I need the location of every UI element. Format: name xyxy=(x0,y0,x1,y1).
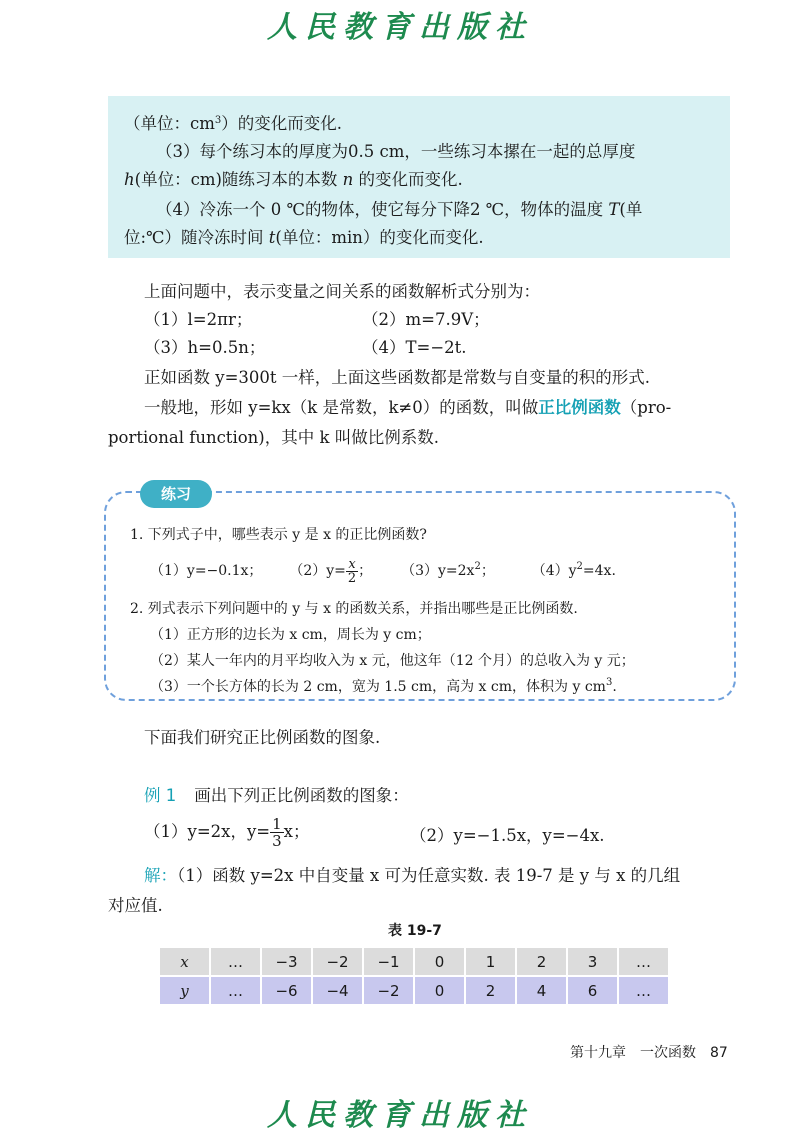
solution-label: 解： xyxy=(144,866,177,885)
publisher-logo-bottom: 人民教育出版社 xyxy=(267,1098,533,1133)
table-cell: 2 xyxy=(517,948,566,975)
formula-3: （3）h=0.5n； xyxy=(144,338,266,357)
example-label: 例 1 xyxy=(144,786,177,805)
table-header-x: x xyxy=(160,948,209,975)
practice-q1-options xyxy=(150,556,616,586)
intro-text: 上面问题中，表示变量之间关系的函数解析式分别为： xyxy=(144,282,540,301)
q1-option-3: $(3)y=2x^2$； xyxy=(401,561,495,579)
table-cell: 3 xyxy=(568,948,617,975)
table-cell: −3 xyxy=(262,948,311,975)
practice-q2-2: （2）某人一年内的月平均收入为 x 元，他这年（12 个月）的总收入为 y 元； xyxy=(150,653,635,669)
topbox-line-1: （单位：$cm^3$）的变化而变化. xyxy=(124,114,343,133)
topbox-line-2: （3）每个练习本的厚度为0.5 cm，一些练习本摞在一起的总厚度 xyxy=(156,142,636,161)
table-row-y xyxy=(160,977,668,1004)
table-cell: 4 xyxy=(517,977,566,1004)
q1-option-2: （2）y= $\frac{x}{2}$ ； xyxy=(289,556,373,586)
chapter-title: 第十九章 一次函数 xyxy=(570,1045,696,1061)
page-footer xyxy=(570,1042,728,1062)
table-cell: … xyxy=(619,977,668,1004)
table-cell: 2 xyxy=(466,977,515,1004)
example-part-2: （2）y=−1.5x，y=−4x. xyxy=(410,826,605,845)
study-graph-text: 下面我们研究正比例函数的图象. xyxy=(144,728,381,747)
table-cell: −4 xyxy=(313,977,362,1004)
practice-q2-1: （1）正方形的边长为 x cm，周长为 y cm； xyxy=(150,627,431,643)
solution-line-1: 解：（1）函数 y=2x 中自变量 x 可为任意实数. 表 19-7 是 y 与 x 的几组 xyxy=(144,866,681,885)
table-cell: −6 xyxy=(262,977,311,1004)
formula-1: （1）l=2πr； xyxy=(144,310,253,329)
formula-2: （2）m=7.9V； xyxy=(362,310,490,329)
paragraph-definition: 一般地，形如 y=kx（k 是常数，k≠0）的函数，叫做正比例函数（pro- xyxy=(144,398,672,417)
fraction-x-over-2: $\frac{x}{2}$ xyxy=(347,556,357,586)
example-1: 例 1 画出下列正比例函数的图象： xyxy=(144,786,409,805)
practice-q1: 1. 下列式子中，哪些表示 y 是 x 的正比例函数? xyxy=(130,527,427,543)
publisher-logo-top: 人民教育出版社 xyxy=(267,10,533,45)
page-number: 87 xyxy=(710,1045,728,1061)
q1-option-1: （1）y=−0.1x； xyxy=(150,563,263,579)
topbox-line-3: h(单位：cm)随练习本的本数 n 的变化而变化. xyxy=(124,170,463,189)
q1-option-4: $(4)y^2=4x$. xyxy=(531,561,616,579)
fraction-1-over-3: $\frac{1}{3}$ xyxy=(272,815,282,850)
table-caption: 表 19-7 xyxy=(388,923,442,939)
practice-q2-3: （3）一个长方体的长为 2 cm，宽为 1.5 cm，高为 x cm，体积为 y $cm^3$. xyxy=(150,677,617,695)
table-row-x xyxy=(160,948,668,975)
formula-4: （4）T=−2t. xyxy=(362,338,467,357)
table-cell: … xyxy=(211,948,260,975)
table-cell: … xyxy=(619,948,668,975)
practice-tab: 练习 xyxy=(140,480,212,508)
value-table xyxy=(158,946,670,1006)
table-cell: 1 xyxy=(466,948,515,975)
paragraph-constant-product: 正如函数 y=300t 一样，上面这些函数都是常数与自变量的积的形式. xyxy=(144,368,651,387)
table-cell: 0 xyxy=(415,948,464,975)
example-part-1: （1）y=2x，y= $\frac{1}{3}$ x； xyxy=(144,815,310,850)
continued-question-box xyxy=(108,96,730,258)
table-cell: 0 xyxy=(415,977,464,1004)
topbox-line-4: （4）冷冻一个 0 ℃的物体，使它每分下降2 ℃，物体的温度 T(单 xyxy=(156,200,643,219)
paragraph-definition-cont: portional function)，其中 k 叫做比例系数. xyxy=(108,428,439,447)
topbox-line-5: 位:℃）随冷冻时间 t(单位：min）的变化而变化. xyxy=(124,228,484,247)
table-cell: −2 xyxy=(313,948,362,975)
table-cell: −1 xyxy=(364,948,413,975)
term-proportional-function: 正比例函数 xyxy=(538,398,621,417)
table-cell: −2 xyxy=(364,977,413,1004)
table-header-y: y xyxy=(160,977,209,1004)
table-cell: 6 xyxy=(568,977,617,1004)
practice-q2: 2. 列式表示下列问题中的 y 与 x 的函数关系，并指出哪些是正比例函数. xyxy=(130,601,578,617)
solution-line-2: 对应值. xyxy=(108,896,163,915)
table-cell: … xyxy=(211,977,260,1004)
